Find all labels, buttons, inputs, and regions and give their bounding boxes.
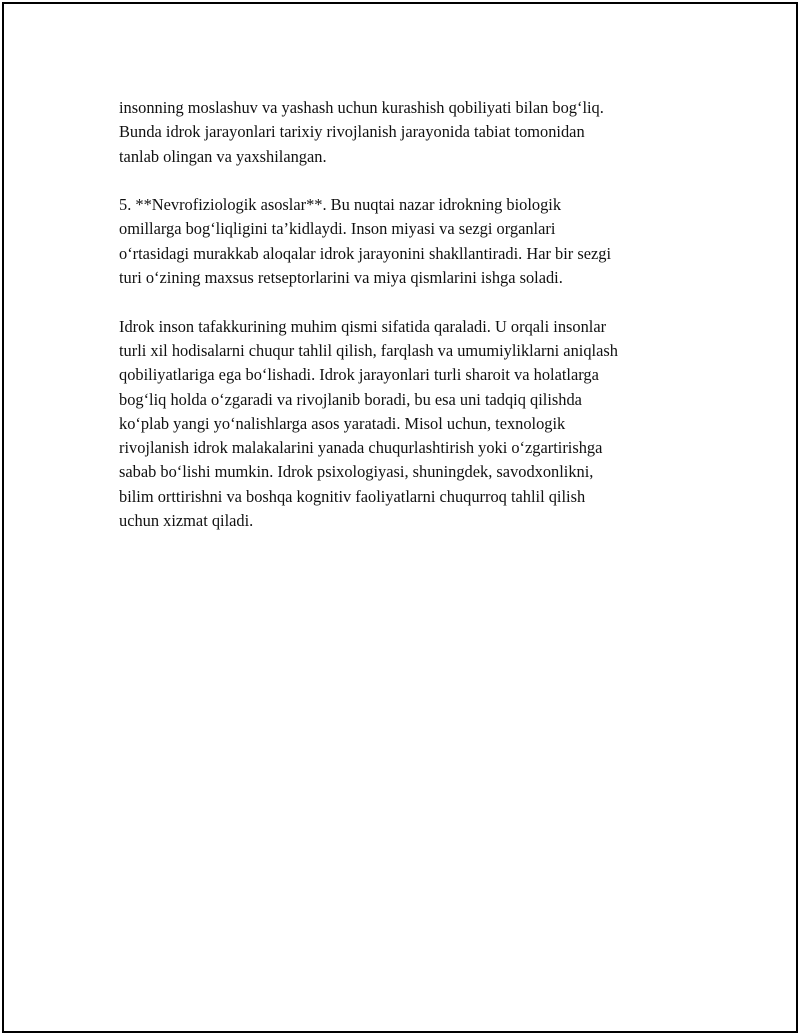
- paragraph-evolution-conclusion: [119, 96, 679, 169]
- paragraph-perception-summary: [119, 315, 679, 534]
- paragraph-neurophysiological-basis: [119, 193, 679, 290]
- text-line: ko‘plab yangi yo‘nalishlarga asos yaratadi. Misol uchun, texnologik: [119, 413, 566, 433]
- text-line: turli xil hodisalarni chuqur tahlil qilish, farqlash va umumiyliklarni aniqlash: [119, 340, 618, 360]
- text-line: Idrok inson tafakkurining muhim qismi sifatida qaraladi. U orqali insonlar: [119, 316, 607, 336]
- text-line: rivojlanish idrok malakalarini yanada chuqurlashtirish yoki o‘zgartirishga: [119, 438, 603, 458]
- text-line: bog‘liq holda o‘zgaradi va rivojlanib boradi, bu esa uni tadqiq qilishda: [119, 389, 582, 409]
- text-line: sabab bo‘lishi mumkin. Idrok psixologiyasi, shuningdek, savodxonlikni,: [119, 462, 594, 482]
- document-page: [2, 2, 798, 1033]
- text-line: qobiliyatlariga ega bo‘lishadi. Idrok jarayonlari turli sharoit va holatlarga: [119, 365, 599, 385]
- text-line: insonning moslashuv va yashash uchun kurashish qobiliyati bilan bog‘liq.: [119, 98, 604, 117]
- text-line: o‘rtasidagi murakkab aloqalar idrok jarayonini shakllantiradi. Har bir sezgi: [119, 243, 612, 263]
- text-line: turi o‘zining maxsus retseptorlarini va miya qismlarini ishga soladi.: [119, 268, 563, 288]
- document-body: [119, 96, 679, 558]
- text-line: 5. **Nevrofiziologik asoslar**. Bu nuqtai nazar idrokning biologik: [119, 195, 562, 215]
- text-line: omillarga bog‘liqligini ta’kidlaydi. Inson miyasi va sezgi organlari: [119, 219, 556, 239]
- text-line: bilim orttirishni va boshqa kognitiv faoliyatlarni chuqurroq tahlil qilish: [119, 486, 586, 506]
- text-line: uchun xizmat qiladi.: [119, 511, 254, 531]
- text-line: Bunda idrok jarayonlari tarixiy rivojlanish jarayonida tabiat tomonidan: [119, 122, 585, 142]
- text-line: tanlab olingan va yaxshilangan.: [119, 146, 327, 166]
